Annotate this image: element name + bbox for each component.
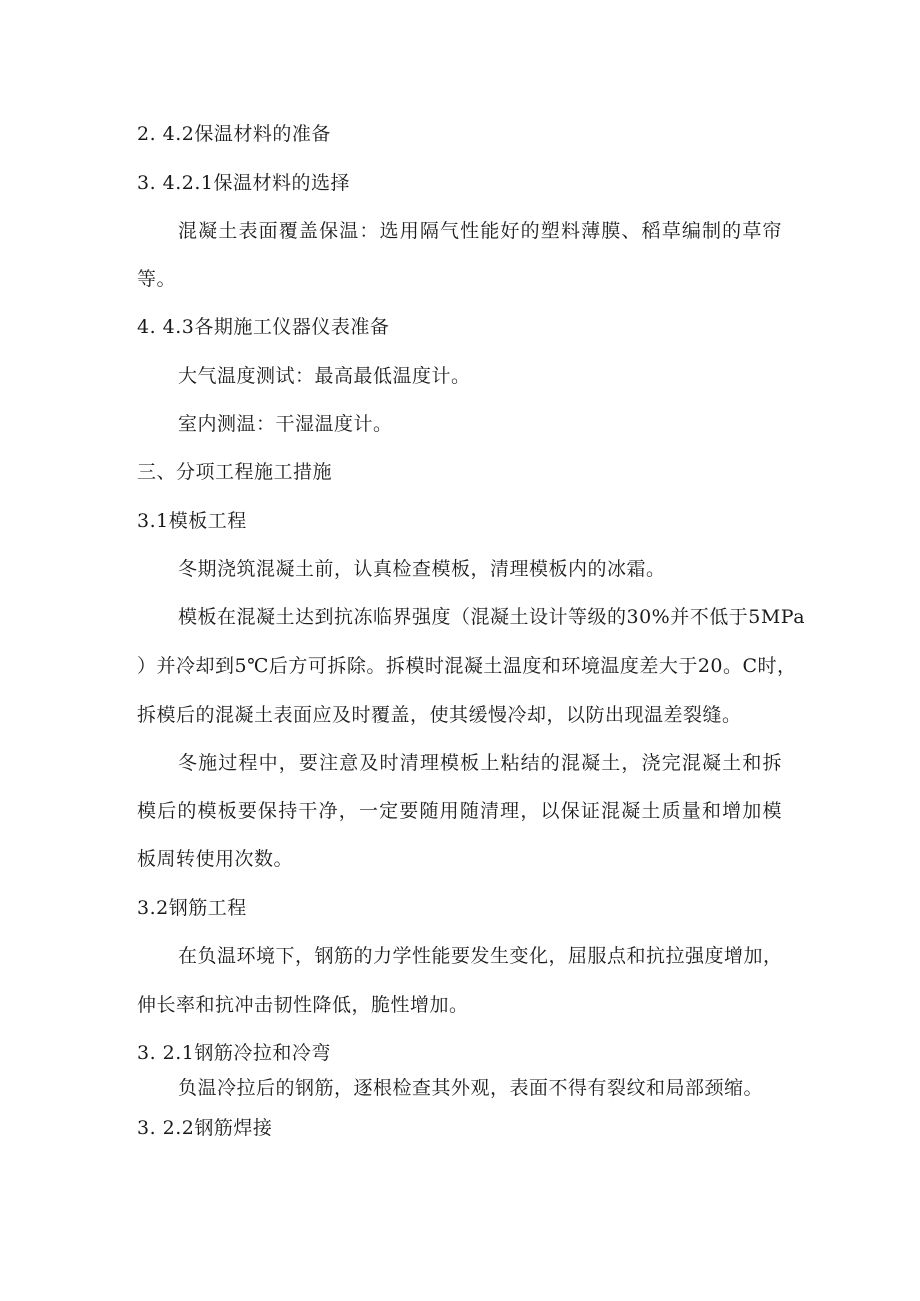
paragraph-line: ）并冷却到5℃后方可拆除。拆模时混凝土温度和环境温度差大于20。C时， — [137, 655, 797, 677]
heading-2-4-2: 2. 4.2保温材料的准备 — [137, 123, 331, 145]
paragraph-line: 室内测温：干湿温度计。 — [178, 413, 393, 435]
paragraph-line: 模后的模板要保持干净，一定要随用随清理，以保证混凝土质量和增加模 — [137, 800, 782, 822]
heading-3-4-2-1: 3. 4.2.1保温材料的选择 — [137, 172, 351, 194]
paragraph-line: 模板在混凝土达到抗冻临界强度（混凝土设计等级的30%并不低于5MPa — [178, 606, 806, 628]
paragraph-line: 等。 — [137, 268, 177, 290]
heading-3-1: 3.1模板工程 — [137, 510, 247, 532]
section-heading-3: 三、分项工程施工措施 — [137, 461, 333, 483]
paragraph-line: 大气温度测试：最高最低温度计。 — [178, 365, 471, 387]
heading-3-2: 3.2钢筋工程 — [137, 897, 247, 919]
paragraph-line: 伸长率和抗冲击韧性降低，脆性增加。 — [137, 994, 469, 1016]
paragraph-line: 拆模后的混凝土表面应及时覆盖，使其缓慢冷却，以防出现温差裂缝。 — [137, 704, 742, 726]
heading-4-4-3: 4. 4.3各期施工仪器仪表准备 — [137, 316, 390, 338]
heading-3-2-1: 3. 2.1钢筋冷拉和冷弯 — [137, 1042, 331, 1064]
heading-3-2-2: 3. 2.2钢筋焊接 — [137, 1117, 273, 1139]
paragraph-line: 冬期浇筑混凝土前，认真检查模板，清理模板内的冰霜。 — [178, 558, 666, 580]
paragraph-line: 在负温环境下，钢筋的力学性能要发生变化，屈服点和抗拉强度增加， — [178, 945, 783, 967]
paragraph-line: 负温冷拉后的钢筋，逐根检查其外观，表面不得有裂纹和局部颈缩。 — [178, 1077, 764, 1099]
paragraph-line: 冬施过程中，要注意及时清理模板上粘结的混凝土，浇完混凝土和拆 — [178, 752, 782, 774]
paragraph-line: 混凝土表面覆盖保温：选用隔气性能好的塑料薄膜、稻草编制的草帘 — [178, 220, 782, 242]
paragraph-line: 板周转使用次数。 — [137, 848, 294, 870]
